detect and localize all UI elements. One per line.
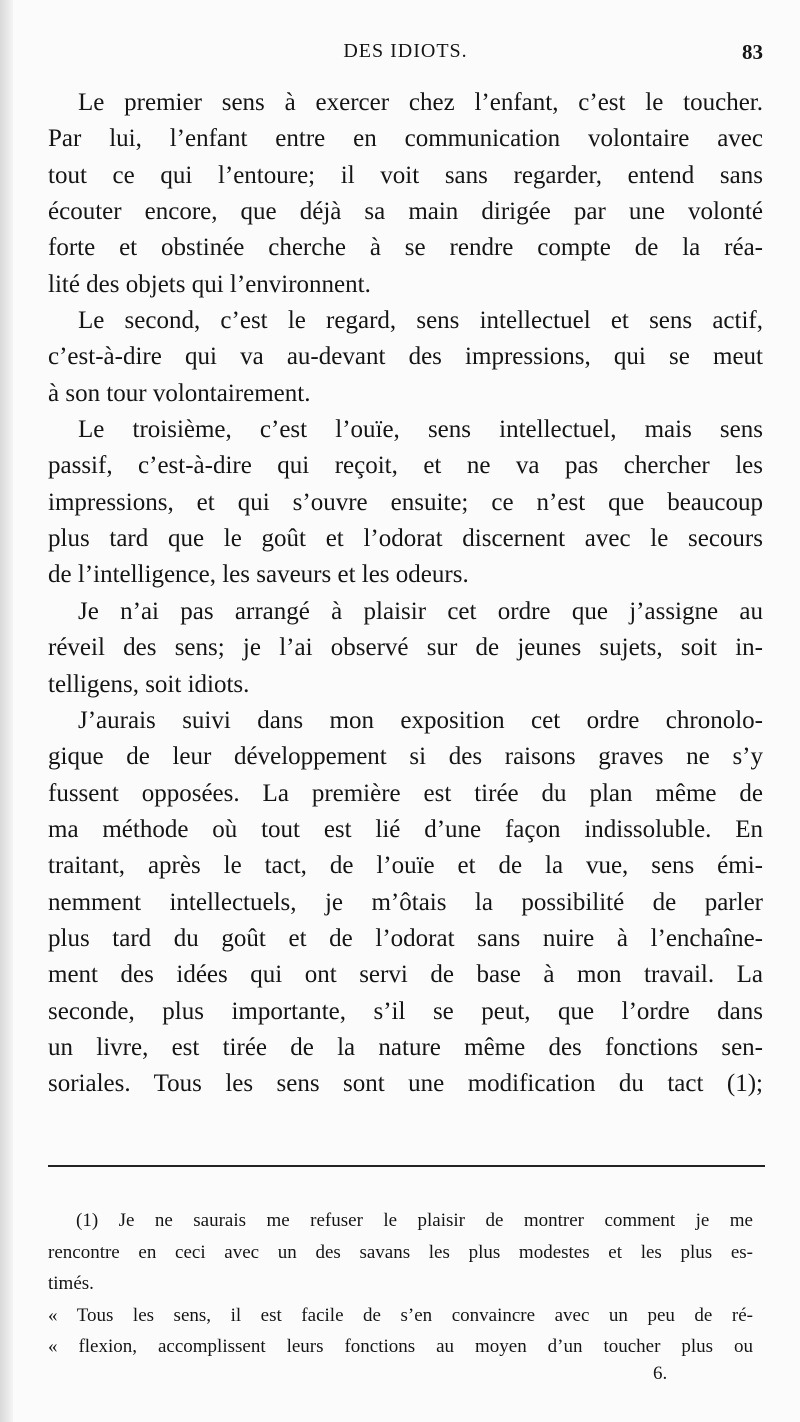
text-line: Par lui, l’enfant entre en communication volontaire avec	[48, 125, 763, 153]
text-line: ment des idées qui ont servi de base à mon travail. La	[48, 961, 763, 989]
text-line: J’aurais suivi dans mon exposition cet ordre chronolo-	[78, 706, 763, 734]
text-line: tout ce qui l’entoure; il voit sans regarder, entend sans	[48, 161, 763, 189]
text-line: écouter encore, que déjà sa main dirigée par une volonté	[48, 198, 763, 226]
main-text	[48, 85, 763, 1103]
text-line: c’est-à-dire qui va au-devant des impressions, qui se meut	[48, 343, 763, 371]
text-line: traitant, après le tact, de l’ouïe et de la vue, sens émi-	[48, 852, 763, 880]
text-line: Le premier sens à exercer chez l’enfant, c’est le toucher.	[78, 89, 763, 116]
text-line: lité des objets qui l’environnent.	[48, 270, 371, 298]
footnotes	[48, 1205, 753, 1363]
running-title: DES IDIOTS.	[343, 40, 468, 62]
text-line: Le troisième, c’est l’ouïe, sens intellectuel, mais sens	[78, 416, 763, 444]
text-line: fussent opposées. La première est tirée du plan même de	[48, 779, 763, 807]
text-line: gique de leur développement si des raisons graves ne s’y	[48, 743, 763, 771]
text-line: ma méthode où tout est lié d’une façon indissoluble. En	[48, 815, 763, 843]
text-line: impressions, et qui s’ouvre ensuite; ce n’est que beaucoup	[48, 488, 763, 516]
text-line: réveil des sens; je l’ai observé sur de jeunes sujets, soit in-	[48, 634, 763, 662]
text-line: soriales. Tous les sens sont une modification du tact (1);	[48, 1070, 763, 1098]
text-line: forte et obstinée cherche à se rendre compte de la réa-	[48, 234, 763, 262]
text-line: passif, c’est-à-dire qui reçoit, et ne va pas chercher les	[48, 452, 763, 480]
footnote-line: « flexion, accomplissent leurs fonctions au moyen d’un toucher plus ou	[48, 1336, 753, 1357]
text-line: un livre, est tirée de la nature même des fonctions sen-	[48, 1033, 763, 1061]
footnote-line: rencontre en ceci avec un des savans les plus modestes et les plus es-	[48, 1241, 753, 1263]
text-line: seconde, plus importante, s’il se peut, que l’ordre dans	[48, 997, 763, 1025]
text-line: Je n’ai pas arrangé à plaisir cet ordre que j’assigne au	[78, 597, 763, 625]
text-line: plus tard que le goût et l’odorat discernent avec le secours	[48, 525, 763, 553]
footnote-line: timés.	[48, 1273, 94, 1294]
text-line: telligens, soit idiots.	[48, 670, 250, 698]
text-line: plus tard du goût et de l’odorat sans nuire à l’enchaîne-	[48, 924, 763, 952]
page-binding-edge	[0, 0, 13, 1422]
text-line: à son tour volontairement.	[48, 379, 311, 407]
text-line: de l’intelligence, les saveurs et les odeurs.	[48, 561, 469, 589]
page-header	[48, 40, 763, 76]
footnote-line: (1) Je ne saurais me refuser le plaisir de montrer comment je me	[76, 1210, 753, 1231]
text-line: nemment intellectuels, je m’ôtais la possibilité de parler	[48, 888, 763, 916]
signature-mark: 6.	[653, 1363, 668, 1384]
page-number: 83	[742, 40, 763, 64]
footnote-divider	[48, 1165, 765, 1167]
text-line: Le second, c’est le regard, sens intellectuel et sens actif,	[78, 307, 763, 335]
footnote-line: « Tous les sens, il est facile de s’en convaincre avec un peu de ré-	[48, 1304, 753, 1326]
